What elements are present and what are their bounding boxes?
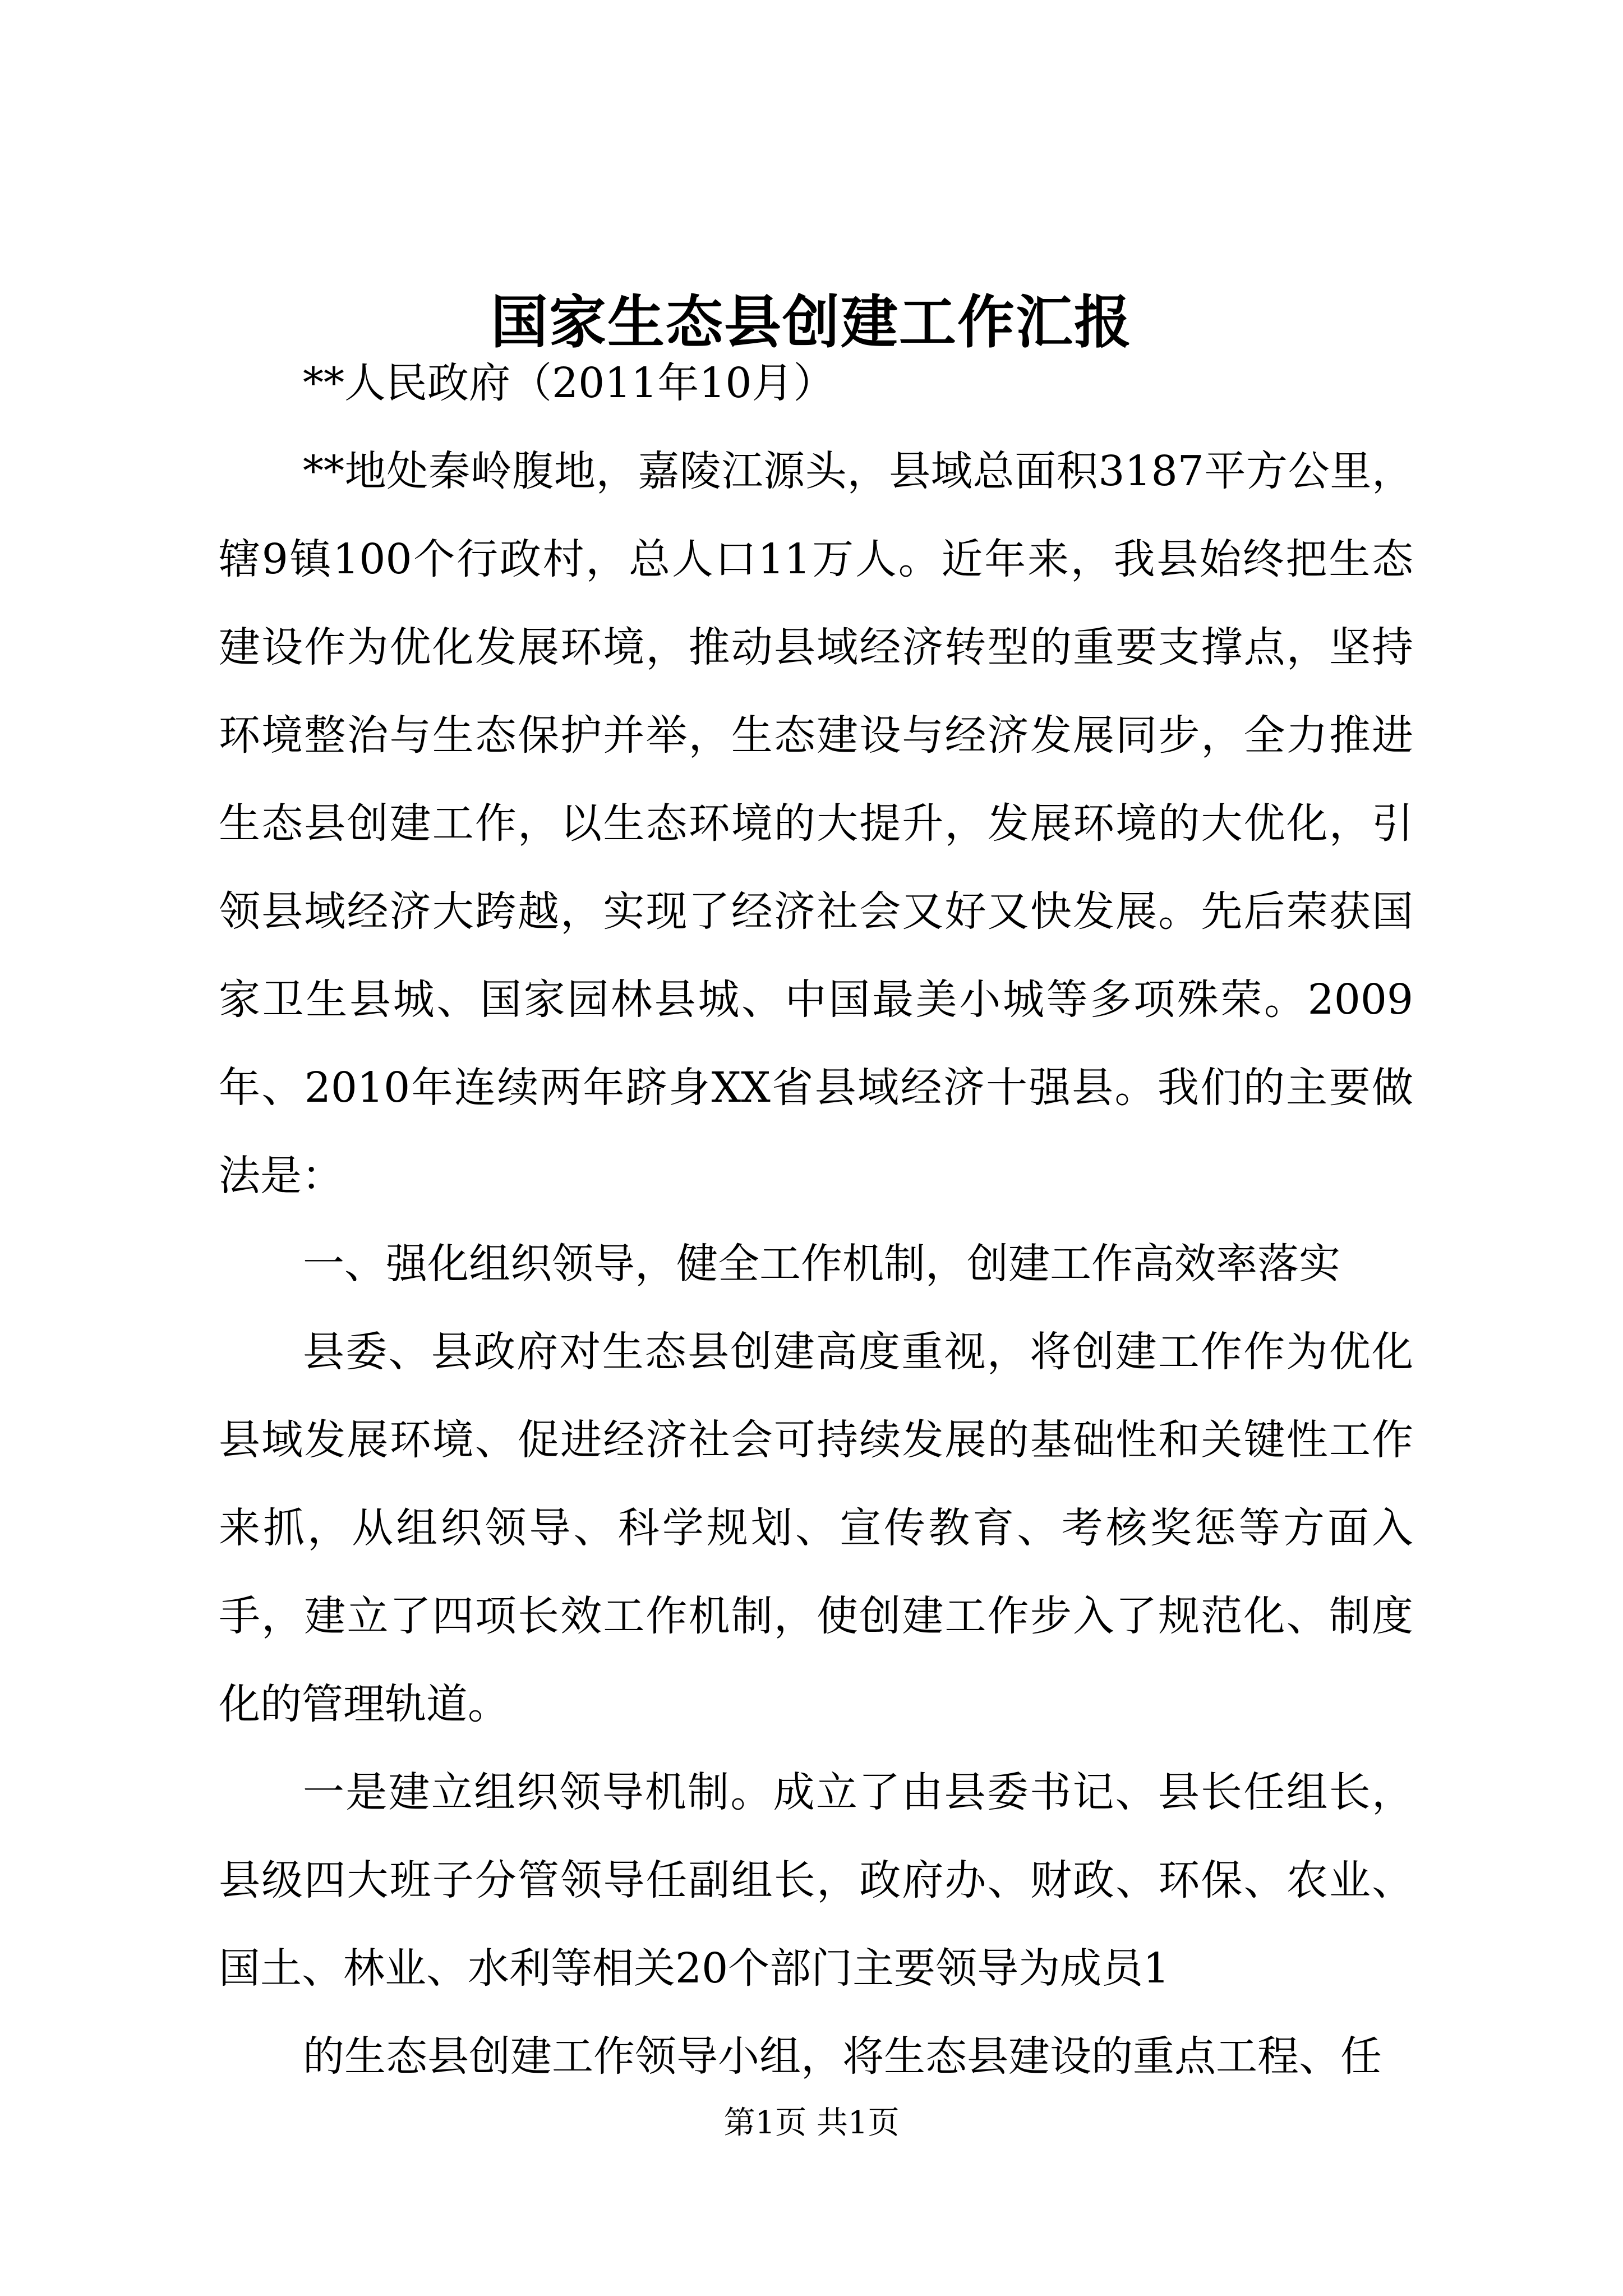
paragraph-issuer: **人民政府（2011年10月） <box>303 359 835 407</box>
paragraph-continuation: 的生态县创建工作领导小组，将生态县建设的重点工程、任 <box>303 2032 1382 2081</box>
page-footer: 第1页 共1页 <box>723 2105 900 2141</box>
document-body <box>219 339 1413 2101</box>
section-heading-1: 一、强化组织领导，健全工作机制，创建工作高效率落实 <box>303 1240 1340 1288</box>
paragraph-section-1: 县委、县政府对生态县创建高度重视，将创建工作作为优化县域发展环境、促进经济社会可持续发展的基础性和关键性工作来抓，从组织领导、科学规划、宣传教育、考核奖惩等方面入手，建立了四项长效工作机制，使创建工作步入了规范化、制度化的管理轨道。 <box>219 1328 1413 1728</box>
document-title: 国家生态县创建工作汇报 <box>491 289 1132 356</box>
paragraph-overview: **地处秦岭腹地，嘉陵江源头，县域总面积3187平方公里，辖9镇100个行政村，总人口11万人。近年来，我县始终把生态建设作为优化发展环境，推动县域经济转型的重要支撑点，坚持环境整治与生态保护并举，生态建设与经济发展同步，全力推进生态县创建工作，以生态环境的大提升，发展环境的大优化，引领县域经济大跨越，实现了经济社会又好又快发展。先后荣获国家卫生县城、国家园林县城、中国最美小城等多项殊荣。2009年、2010年连续两年跻身XX省县域经济十强县。我们的主要做法是： <box>219 447 1413 1200</box>
paragraph-mechanism-1: 一是建立组织领导机制。成立了由县委书记、县长任组长，县级四大班子分管领导任副组长，政府办、财政、环保、农业、国土、林业、水利等相关20个部门主要领导为成员1 <box>219 1768 1413 1993</box>
